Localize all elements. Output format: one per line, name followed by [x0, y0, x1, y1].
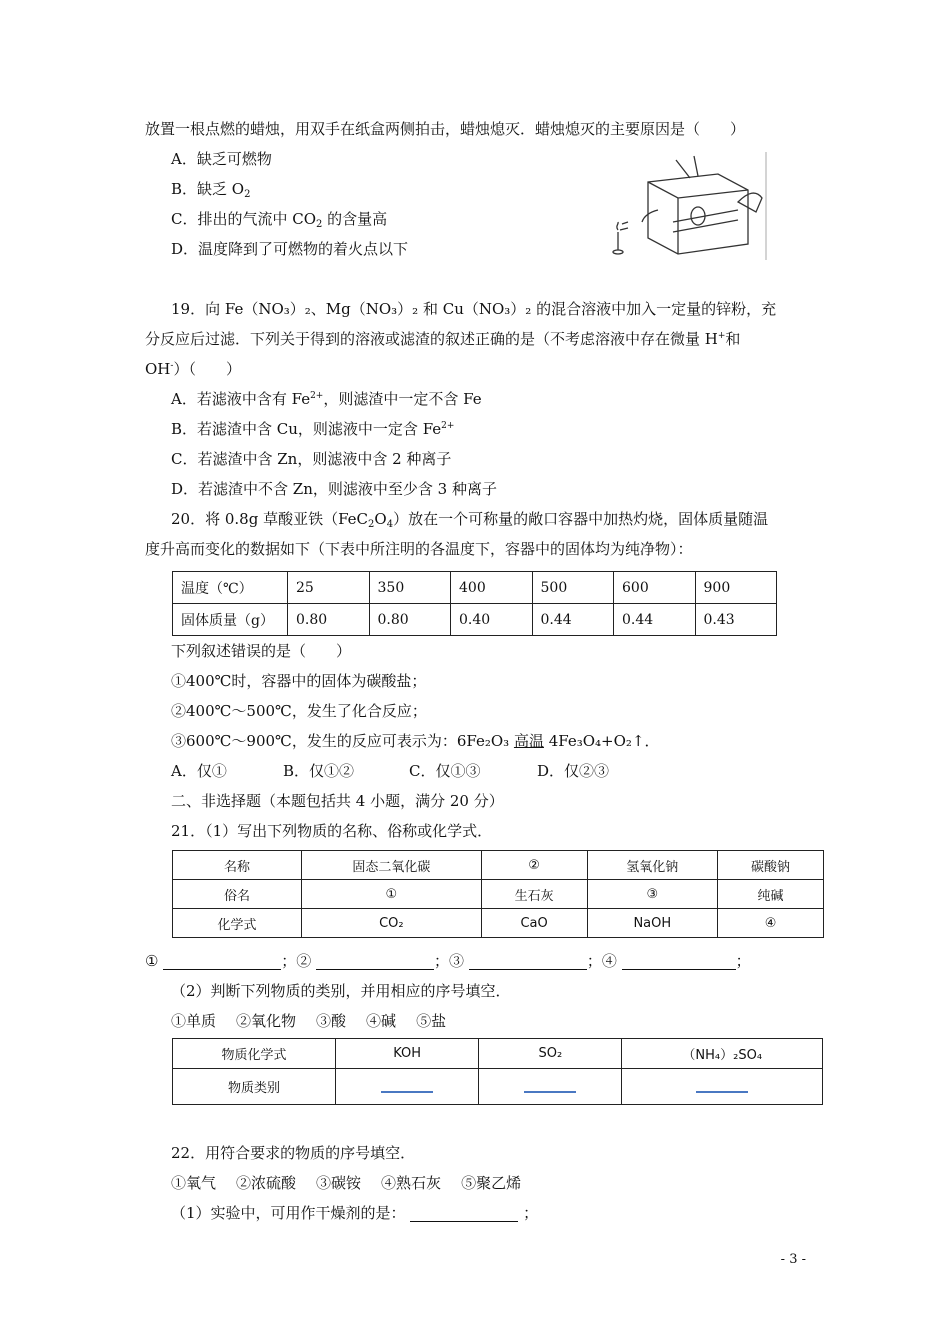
q18-option-b: B．缺乏 $O_2$	[171, 180, 251, 200]
table-cell: CO₂	[302, 909, 482, 938]
q20-data-table	[172, 571, 777, 636]
answer-blank-4[interactable]	[622, 953, 736, 970]
q21-category-table	[172, 1038, 823, 1105]
category-item: ②氧化物	[236, 1012, 297, 1030]
q21-part2: （2）判断下列物质的类别，并用相应的序号填空．	[171, 982, 511, 1000]
table-cell: 0.44	[614, 604, 696, 636]
q19-option-b: B．若滤渣中含 Cu，则滤液中一定含 $Fe^{2+}$	[171, 420, 455, 438]
category-item: ①单质	[171, 1012, 217, 1030]
q18-option-c: C．排出的气流中 $CO_2$ 的含量高	[171, 210, 388, 230]
page-number: - 3 -	[780, 1252, 806, 1267]
table-row	[173, 909, 824, 938]
q20-line2: 度升高而变化的数据如下（下表中所注明的各温度下，容器中的固体均为纯净物）：	[145, 540, 693, 558]
category-item: ④碱	[366, 1012, 397, 1030]
table-cell: 固体质量（g）	[173, 604, 288, 636]
q21-part1: 21．（1）写出下列物质的名称、俗称或化学式．	[171, 822, 493, 840]
table-row	[173, 880, 824, 909]
table-cell: 俗名	[173, 880, 302, 909]
q20-option-b: B．仅①②	[283, 762, 355, 780]
q20-statement-1: ①400℃时，容器中的固体为碳酸盐；	[171, 672, 427, 690]
table-cell: （NH₄）₂SO₄	[622, 1039, 823, 1069]
category-item: ③酸	[316, 1012, 347, 1030]
table-cell: KOH	[336, 1039, 479, 1069]
reaction-condition: 高温	[513, 732, 544, 750]
table-cell: 名称	[173, 851, 302, 880]
table-cell: ②	[481, 851, 587, 880]
table-cell: 物质类别	[173, 1069, 336, 1105]
q19-line1: 19．向 Fe（NO₃）₂、Mg（NO₃）₂ 和 Cu（NO₃）₂ 的混合溶液中加入一定量的锌粉，充	[171, 300, 777, 318]
q19-option-c: C．若滤渣中含 Zn，则滤液中含 2 种离子	[171, 450, 452, 468]
category-answer-so2[interactable]	[479, 1069, 622, 1105]
table-cell: 温度（℃）	[173, 572, 288, 604]
q20-line1: 20．将 0.8g 草酸亚铁$(FeC_2O_4)$放在一个可称量的敞口容器中加热灼烧，固体质量随温	[171, 510, 769, 530]
q19-option-a: A．若滤液中含有 $Fe^{2+}$，则滤渣中一定不含 Fe	[171, 390, 482, 408]
answer-blank-2[interactable]	[316, 953, 434, 970]
q21-categories	[171, 1011, 446, 1031]
table-cell: ①	[302, 880, 482, 909]
option-item: ②浓硫酸	[236, 1174, 297, 1192]
option-item: ③碳铵	[316, 1174, 362, 1192]
table-cell: 0.44	[532, 604, 614, 636]
table-cell: 0.43	[695, 604, 777, 636]
table-cell: 固态二氧化碳	[302, 851, 482, 880]
table-cell: 碳酸钠	[718, 851, 824, 880]
table-cell: 化学式	[173, 909, 302, 938]
table-cell: 25	[288, 572, 370, 604]
table-cell: 350	[369, 572, 451, 604]
table-cell: 物质化学式	[173, 1039, 336, 1069]
category-item: ⑤盐	[416, 1012, 447, 1030]
q18-stem: 放置一根点燃的蜡烛，用双手在纸盒两侧拍击，蜡烛熄灭．蜡烛熄灭的主要原因是（ ）	[145, 120, 746, 138]
category-answer-nh4so4[interactable]	[622, 1069, 823, 1105]
q20-ask: 下列叙述错误的是（ ）	[171, 642, 352, 660]
option-item: ⑤聚乙烯	[461, 1174, 522, 1192]
table-row	[173, 1039, 823, 1069]
q20-temperature-row	[173, 572, 777, 604]
q21-answer-blanks: ① ；② ；③ ；④ ；	[145, 952, 751, 970]
table-cell: 400	[451, 572, 533, 604]
q20-statement-3: ③600℃～900℃，发生的反应可表示为：6Fe₂O₃ 高温 4Fe₃O₄+O₂↑．	[171, 732, 660, 750]
answer-blank-1[interactable]	[163, 953, 281, 970]
answer-blank-drying-agent[interactable]	[410, 1205, 518, 1222]
table-cell: NaOH	[587, 909, 718, 938]
q18-option-d: D．温度降到了可燃物的着火点以下	[171, 240, 409, 258]
option-item: ①氧气	[171, 1174, 217, 1192]
q20-mass-row	[173, 604, 777, 636]
table-cell: 0.80	[369, 604, 451, 636]
q20-option-d: D．仅②③	[537, 762, 610, 780]
q22-part1: （1）实验中，可用作干燥剂的是： ；	[171, 1204, 539, 1222]
q20-options	[171, 761, 609, 781]
table-cell: 500	[532, 572, 614, 604]
q22-options	[171, 1173, 521, 1193]
table-cell: 600	[614, 572, 696, 604]
table-row	[173, 1069, 823, 1105]
table-cell: SO₂	[479, 1039, 622, 1069]
candle-box-figure	[598, 152, 770, 260]
table-cell: 0.40	[451, 604, 533, 636]
q19-line2: 分反应后过滤．下列关于得到的溶液或滤渣的叙述正确的是（不考虑溶液中存在微量 H+和	[145, 330, 741, 348]
q18-option-a: A．缺乏可燃物	[171, 150, 272, 168]
table-cell: 0.80	[288, 604, 370, 636]
table-cell: 900	[695, 572, 777, 604]
table-cell: 氢氧化钠	[587, 851, 718, 880]
q22-stem: 22．用符合要求的物质的序号填空．	[171, 1144, 416, 1162]
q19-option-d: D．若滤渣中不含 Zn，则滤液中至少含 3 种离子	[171, 480, 497, 498]
table-cell: 纯碱	[718, 880, 824, 909]
q21-substance-table	[172, 850, 824, 938]
table-cell: 生石灰	[481, 880, 587, 909]
table-cell: ④	[718, 909, 824, 938]
q20-option-c: C．仅①③	[409, 762, 481, 780]
section-2-heading: 二、非选择题（本题包括共 4 小题，满分 20 分）	[171, 792, 504, 810]
option-item: ④熟石灰	[381, 1174, 442, 1192]
table-cell: CaO	[481, 909, 587, 938]
q19-line3: OH-）（ ）	[145, 360, 241, 378]
q20-statement-2: ②400℃～500℃，发生了化合反应；	[171, 702, 427, 720]
table-row	[173, 851, 824, 880]
q20-option-a: A．仅①	[171, 762, 227, 780]
category-answer-koh[interactable]	[336, 1069, 479, 1105]
table-cell: ③	[587, 880, 718, 909]
answer-blank-3[interactable]	[469, 953, 587, 970]
